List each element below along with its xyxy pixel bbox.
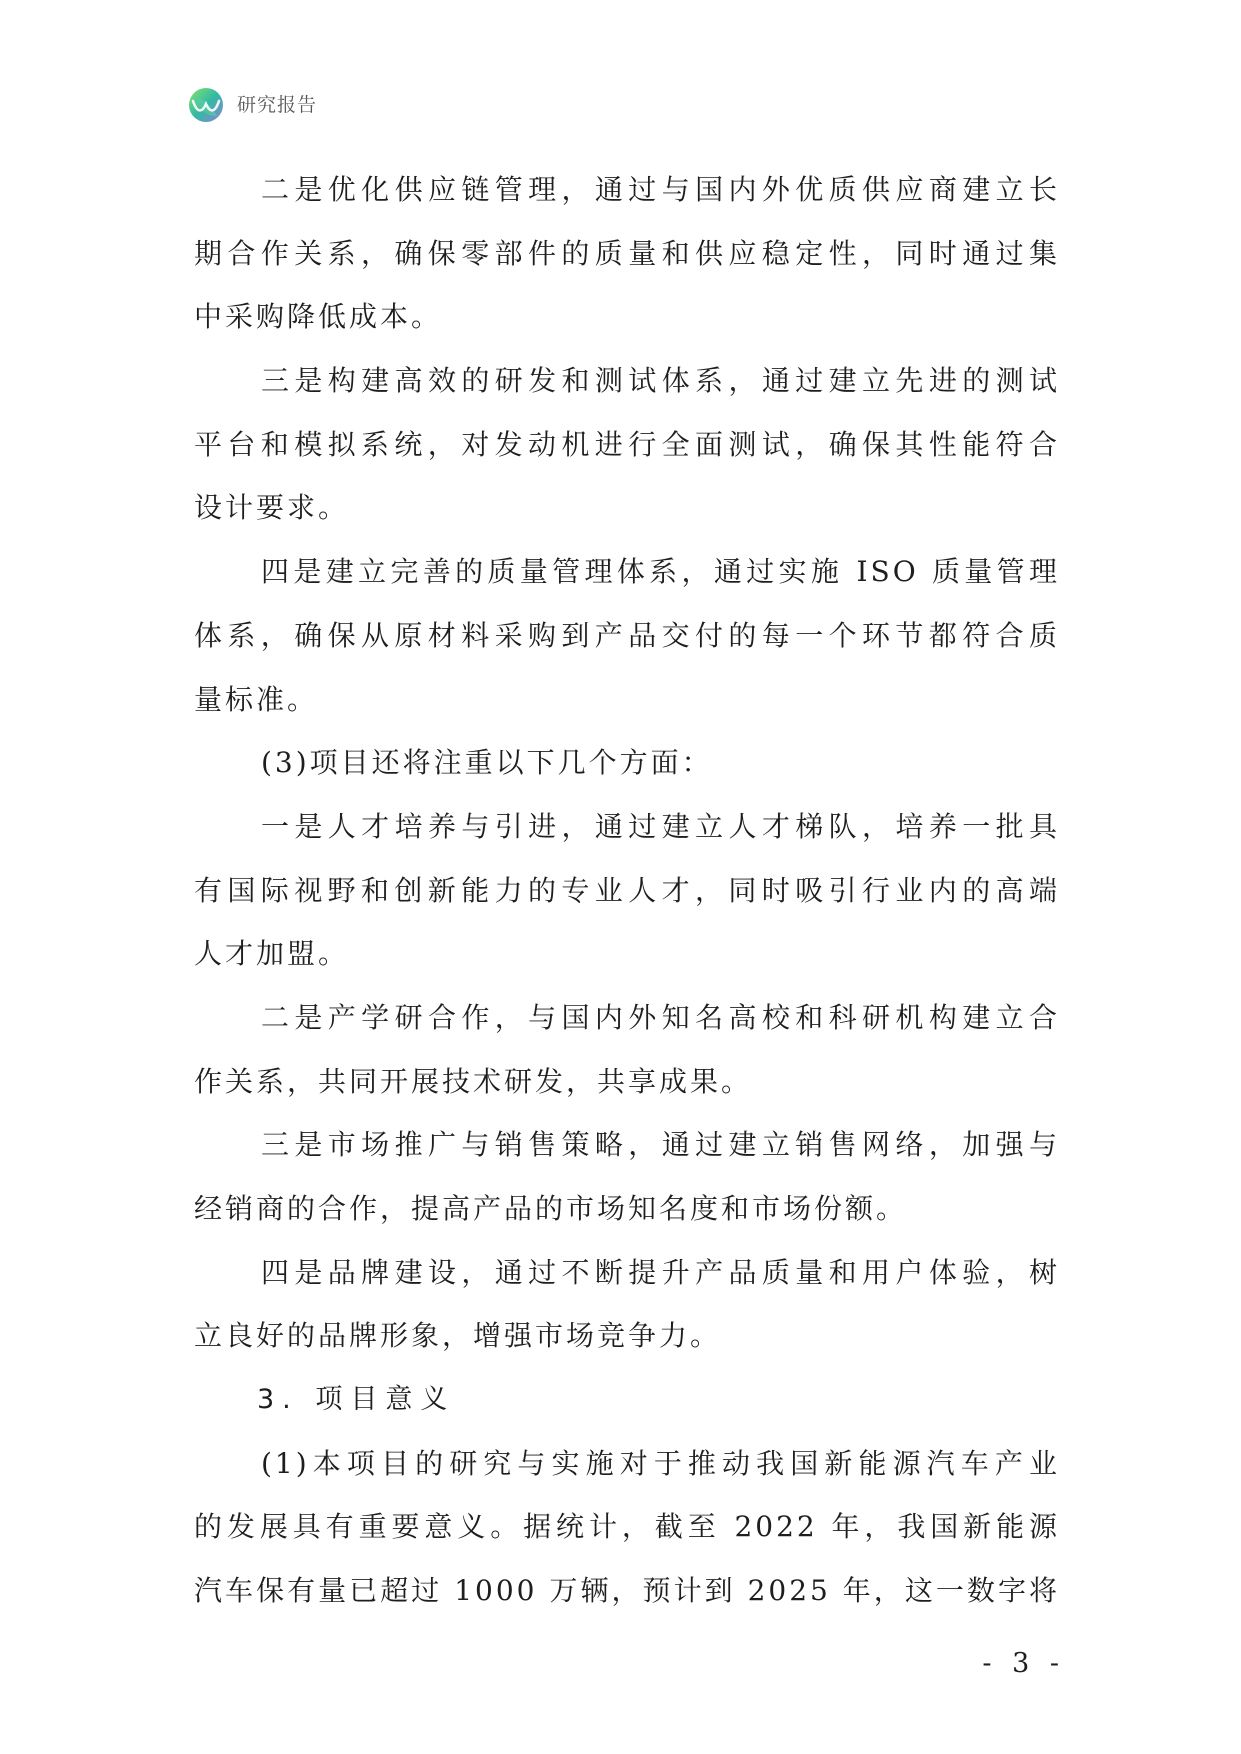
text-line: 平台和模拟系统，对发动机进行全面测试，确保其性能符合 [194, 427, 1060, 461]
text-line: 四是建立完善的质量管理体系，通过实施 ISO 质量管理 [261, 555, 1060, 589]
text-line: 人才加盟。 [194, 937, 350, 971]
document-body [194, 158, 1060, 1623]
section-heading [194, 1368, 1060, 1432]
paragraph [194, 1113, 1060, 1240]
text-line: 汽车保有量已超过 1000 万辆，预计到 2025 年，这一数字将 [194, 1574, 1060, 1608]
paragraph [194, 1241, 1060, 1368]
text-line: 经销商的合作，提高产品的市场知名度和市场份额。 [194, 1192, 908, 1225]
text-line: 的发展具有重要意义。据统计，截至 2022 年，我国新能源 [194, 1510, 1060, 1544]
text-line: 一是人才培养与引进，通过建立人才梯队，培养一批具 [261, 809, 1060, 843]
header-title: 研究报告 [237, 94, 318, 116]
text-line: (3)项目还将注重以下几个方面： [261, 746, 713, 780]
text-line: 量标准。 [194, 682, 319, 716]
text-line: 三是市场推广与销售策略，通过建立销售网络，加强与 [261, 1128, 1060, 1162]
section-heading-text: 3. 项目意义 [257, 1384, 456, 1416]
text-line: 体系，确保从原材料采购到产品交付的每一个环节都符合质 [194, 618, 1060, 652]
paragraph [194, 158, 1060, 349]
text-line: 四是品牌建设，通过不断提升产品质量和用户体验，树 [261, 1255, 1060, 1289]
paragraph [194, 986, 1060, 1113]
paragraph [194, 795, 1060, 986]
paragraph [194, 540, 1060, 731]
text-line: 三是构建高效的研发和测试体系，通过建立先进的测试 [261, 364, 1060, 398]
text-line: 二是优化供应链管理，通过与国内外优质供应商建立长 [261, 173, 1060, 206]
text-line: 二是产学研合作，与国内外知名高校和科研机构建立合 [261, 1000, 1060, 1034]
text-line: 中采购降低成本。 [194, 300, 443, 334]
text-line: 作关系，共同开展技术研发，共享成果。 [194, 1064, 753, 1098]
text-line: 设计要求。 [194, 491, 350, 525]
paragraph [194, 731, 1060, 795]
page-header [187, 86, 317, 124]
text-line: 有国际视野和创新能力的专业人才，同时吸引行业内的高端 [194, 873, 1060, 907]
page-number: - 3 - [982, 1648, 1065, 1679]
text-line: 立良好的品牌形象，增强市场竞争力。 [194, 1319, 722, 1353]
brand-logo-icon [187, 86, 225, 124]
text-line: (1)本项目的研究与实施对于推动我国新能源汽车产业 [261, 1446, 1060, 1480]
paragraph [194, 1432, 1060, 1623]
paragraph [194, 349, 1060, 540]
text-line: 期合作关系，确保零部件的质量和供应稳定性，同时通过集 [194, 236, 1060, 270]
